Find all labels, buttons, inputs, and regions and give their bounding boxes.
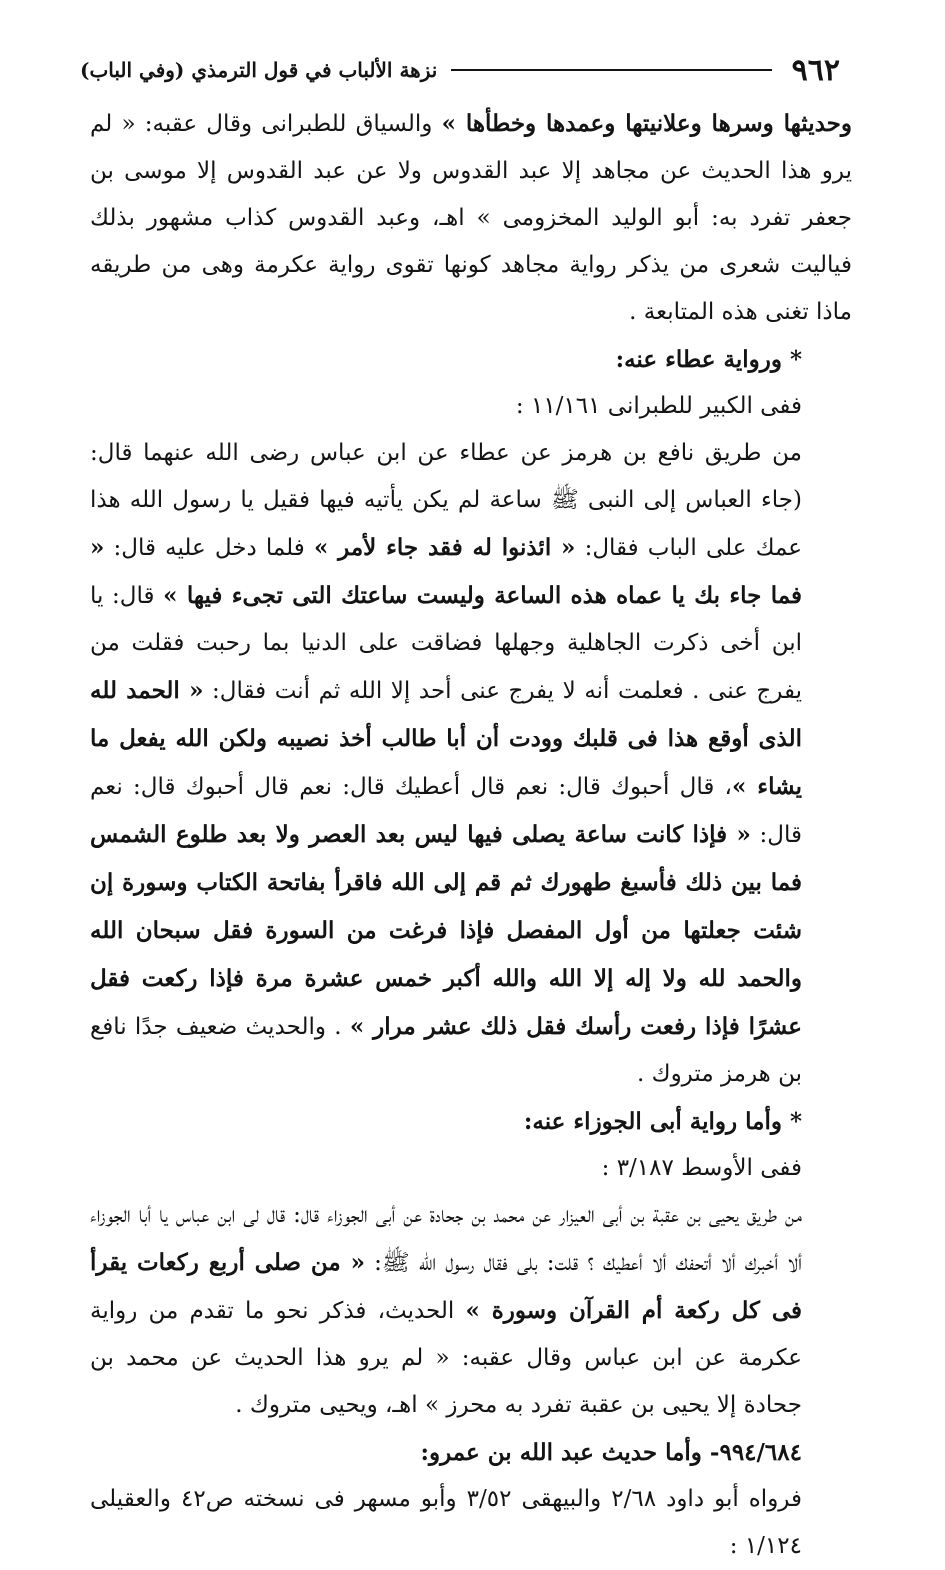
- bold-quote: « فما جاء بك يا عماه هذه الساعة وليست ساعتك التى تجىء فيها »: [90, 534, 803, 609]
- text-run: ، قال أحبوك قال: نعم قال أعطيك قال: نعم قال أحبوك قال: نعم قال:: [90, 774, 802, 848]
- text-run: من طريق يحيى بن عقبة بن أبى العيزار عن محمد بن جحادة عن أبى الجوزاء قال: قال لى ابن عباس يا أبا الجوزاء ألا أخبرك ألا أتحفك ألا أعطيك ؟ قلت: بلى فقال رسول الله ﷺ:: [90, 1202, 802, 1276]
- body-paragraph: [90, 100, 852, 336]
- bold-quote: « فإذا كانت ساعة يصلى فيها ليس بعد العصر ولا بعد طلوع الشمس فما بين ذلك فأسبغ طهورك ثم قم إلى الله فاقرأ بفاتحة الكتاب وسورة إن شئت جعلتها من أول المفصل فإذا فرغت من السورة فقل سبحان الله والحمد لله ولا إله إلا الله والله أكبر خمس عشرة مرة فإذا ركعت فقل عشرًا فإذا رفعت رأسك فقل ذلك عشر مرار »: [90, 821, 802, 1040]
- text-run: قال: يا ابن أخى ذكرت الجاهلية وجهلها فضاقت على الدنيا بما رحبت فقلت من يفرج عنى . فعلمت أنه لا يفرج عنى أحد إلا الله ثم أنت فقال:: [90, 583, 802, 704]
- bold-quote: * ورواية عطاء عنه:: [615, 346, 802, 373]
- bold-quote: « ائذنوا له فقد جاء لأمر »: [313, 534, 576, 561]
- running-title: نزهة الألباب في قول الترمذي (وفي الباب): [80, 58, 438, 82]
- body-paragraph: [90, 1192, 852, 1429]
- body-paragraph: [90, 1476, 852, 1570]
- text-run: فرواه أبو داود ٢/٦٨ والبيهقى ٣/٥٢ وأبو مسهر فى نسخته ص٤٢ والعقيلى ١/١٢٤ :: [90, 1486, 802, 1559]
- text-run: ففى الكبير للطبرانى ١١/١٦١ :: [515, 393, 802, 419]
- text-run: فلما دخل عليه قال:: [104, 535, 314, 561]
- page-header: [80, 50, 840, 90]
- section-heading: [90, 336, 852, 383]
- text-run: من طريق نافع بن هرمز عن عطاء عن ابن عباس رضى الله عنهما قال: (جاء العباس إلى النبى ﷺ ساعة لم يكن يأتيه فيها فقيل يا رسول الله هذا عمك على الباب فقال:: [90, 440, 802, 561]
- bold-quote: « الحمد لله الذى أوقع هذا فى قلبك وودت أن أبا طالب أخذ نصيبه ولكن الله يفعل ما يشاء »: [90, 677, 802, 800]
- section-heading: [90, 1098, 852, 1145]
- text-run: ففى الأوسط ٣/١٨٧ :: [601, 1155, 802, 1181]
- bold-quote: * وأما رواية أبى الجوزاء عنه:: [523, 1108, 802, 1135]
- text-run: . والحديث ضعيف جدًا نافع بن هرمز متروك .: [90, 1014, 802, 1087]
- section-heading: [90, 1429, 852, 1476]
- body-paragraph: [90, 430, 852, 1098]
- page-number: ٩٦٢: [791, 52, 840, 88]
- bold-quote: وحديثها وسرها وعلانيتها وعمدها وخطأها »: [441, 110, 852, 137]
- header-rule: [451, 69, 771, 71]
- source-citation: [90, 383, 852, 430]
- source-citation: [90, 1145, 852, 1192]
- page-body: [90, 100, 852, 1570]
- text-run: والسياق للطبرانى وقال عقبه: « لم يرو هذا الحديث عن مجاهد إلا عبد القدوس ولا عن عبد القدوس إلا موسى بن جعفر تفرد به: أبو الوليد المخزومى » اهـ، وعبد القدوس كذاب مشهور بذلك فياليت شعرى من يذكر رواية مجاهد كونها تقوى رواية عكرمة وهى من طريقه ماذا تغنى هذه المتابعة .: [90, 111, 852, 325]
- bold-quote: « من صلى أربع ركعات يقرأ فى كل ركعة أم القرآن وسورة »: [90, 1249, 802, 1324]
- bold-quote: ٩٩٤/٦٨٤- وأما حديث عبد الله بن عمرو:: [420, 1439, 802, 1466]
- text-run: الحديث، فذكر نحو ما تقدم من رواية عكرمة عن ابن عباس وقال عقبه: « لم يرو هذا الحديث عن محمد بن جحادة إلا يحيى بن عقبة تفرد به محرز » اهـ، ويحيى متروك .: [90, 1298, 802, 1418]
